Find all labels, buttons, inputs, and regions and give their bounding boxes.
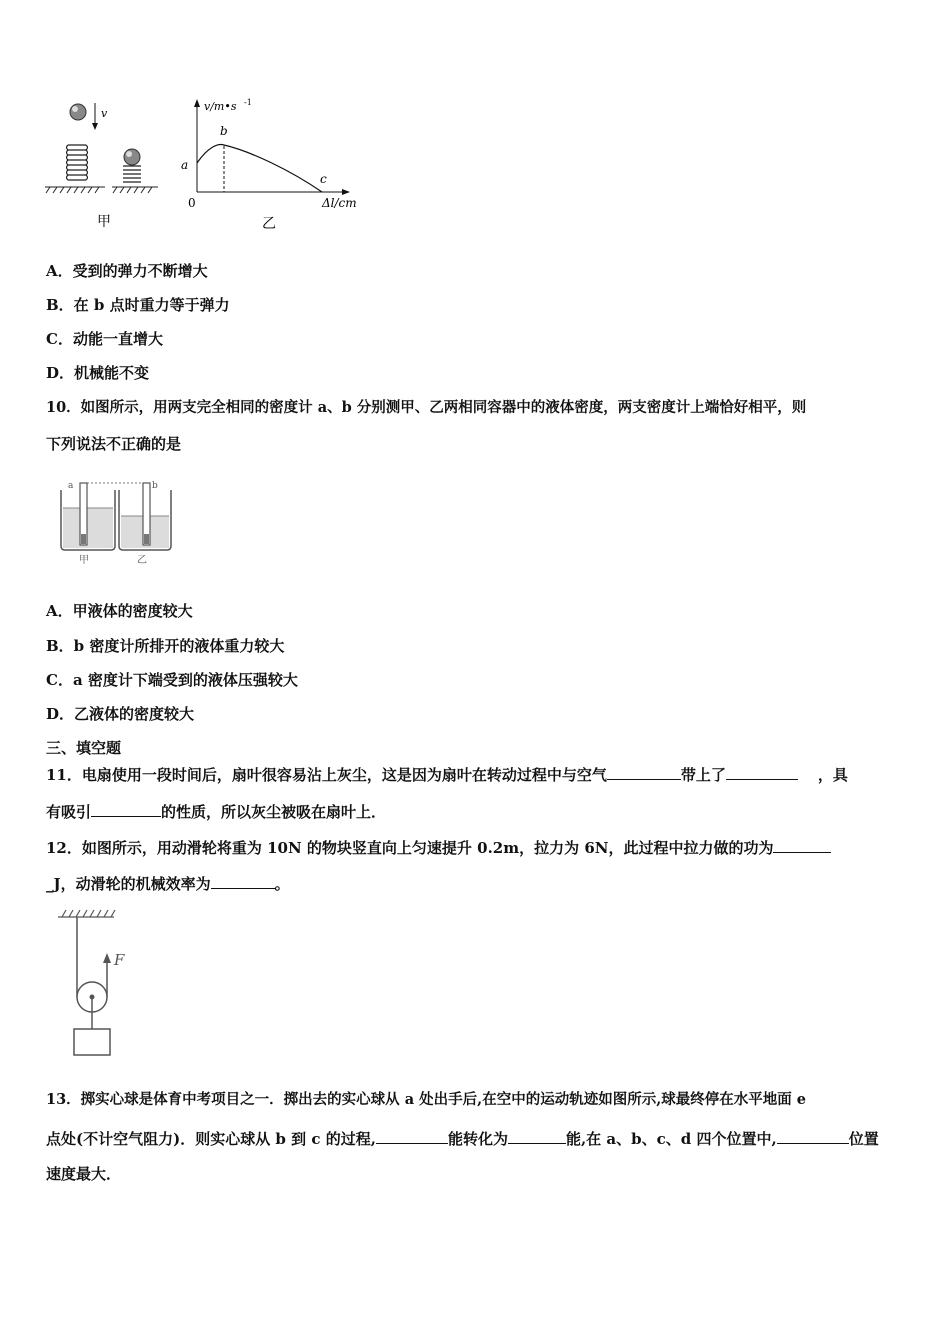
q9-option-d: D．机械能不变	[46, 364, 150, 382]
section-title: 三、填空题	[46, 739, 122, 757]
q11-text-3: ，具	[817, 766, 848, 784]
q13-line3: 速度最大．	[46, 1165, 122, 1183]
spring-icon	[67, 145, 88, 180]
q11-text-1: 11．电扇使用一段时间后，扇叶很容易沾上灰尘，这是因为扇叶在转动过程中与空气	[46, 766, 607, 784]
falling-ball-icon	[70, 104, 86, 120]
point-c-label: c	[320, 172, 327, 186]
q12-figure	[52, 905, 142, 1060]
q12-blank-2[interactable]	[211, 872, 275, 889]
q11-line2	[46, 800, 386, 822]
q12-line1	[46, 836, 831, 858]
velocity-label: v	[101, 107, 108, 120]
hydrometer-b-label: b	[152, 481, 158, 491]
q10-figure	[55, 478, 175, 568]
x-axis-label: Δl/cm	[322, 196, 357, 210]
origin-label: 0	[188, 196, 196, 210]
q12-text-3: 。	[274, 875, 290, 893]
q9-figure	[40, 95, 380, 235]
q9-option-b: B．在 b 点时重力等于弹力	[46, 296, 230, 314]
caption-jia: 甲	[97, 214, 111, 230]
q9-option-c: C．动能一直增大	[46, 330, 163, 348]
q13-line1: 13．掷实心球是体育中考项目之一．掷出去的实心球从 a 处出手后,在空中的运动轨迹如图所示,球最终停在水平地面 e	[46, 1091, 807, 1108]
y-axis-exponent: -1	[244, 98, 252, 107]
q10-stem-line1: 10．如图所示，用两支完全相同的密度计 a、b 分别测甲、乙两相同容器中的液体密度，两支密度计上端恰好相平，则	[46, 399, 807, 416]
q12-blank-1[interactable]	[773, 836, 831, 853]
q13-text-5: 位置	[848, 1130, 879, 1148]
beaker-yi-icon	[119, 483, 171, 550]
q10-option-a: A．甲液体的密度较大	[46, 602, 193, 620]
caption-jia-q10: 甲	[79, 555, 89, 566]
caption-yi: 乙	[262, 216, 276, 232]
q11-text-5: 的性质，所以灰尘被吸在扇叶上．	[161, 803, 387, 821]
q13-blank-2[interactable]	[508, 1127, 566, 1144]
q13-blank-1[interactable]	[376, 1127, 448, 1144]
q9-option-a: A．受到的弹力不断增大	[46, 262, 208, 280]
q11-blank-1[interactable]	[607, 763, 681, 780]
point-b-label: b	[220, 124, 228, 138]
q11-text-2: 带上了	[680, 766, 726, 784]
q13-text-2: 点处(不计空气阻力)．则实心球从 b 到 c 的过程,	[46, 1130, 376, 1148]
q10-option-b: B．b 密度计所排开的液体重力较大	[46, 637, 285, 655]
caption-yi-q10: 乙	[137, 555, 147, 566]
block-icon	[74, 1029, 110, 1055]
q10-option-d: D．乙液体的密度较大	[46, 705, 195, 723]
ceiling-hatch	[58, 910, 115, 917]
q12-text-2: _J，动滑轮的机械效率为	[46, 875, 211, 893]
ground-hatch	[45, 187, 105, 193]
q13-text-4: 能,在 a、b、c、d 四个位置中,	[565, 1130, 777, 1148]
q11-blank-2[interactable]	[726, 763, 798, 780]
q11-text-4: 有吸引	[46, 803, 92, 821]
y-axis-label: v/m•s	[204, 100, 237, 113]
q12-text-1: 12．如图所示，用动滑轮将重为 10N 的物块竖直向上匀速提升 0.2m，拉力为 6N，此过程中拉力做的功为	[46, 839, 774, 857]
q13-line2	[46, 1127, 879, 1149]
q12-line2	[46, 872, 290, 894]
velocity-curve	[197, 145, 322, 192]
force-label: F	[114, 951, 125, 969]
point-a-label: a	[181, 158, 189, 172]
compressed-ball-icon	[124, 149, 140, 165]
hydrometer-a-label: a	[68, 481, 74, 491]
q13-text-3: 能转化为	[447, 1130, 508, 1148]
q11-blank-3[interactable]	[91, 800, 161, 817]
q11-line1	[46, 763, 848, 785]
beaker-jia-icon	[61, 483, 115, 550]
compressed-spring-icon	[123, 166, 141, 182]
q10-stem-line2: 下列说法不正确的是	[46, 435, 182, 453]
q13-blank-3[interactable]	[777, 1127, 849, 1144]
q10-option-c: C．a 密度计下端受到的液体压强较大	[46, 671, 298, 689]
